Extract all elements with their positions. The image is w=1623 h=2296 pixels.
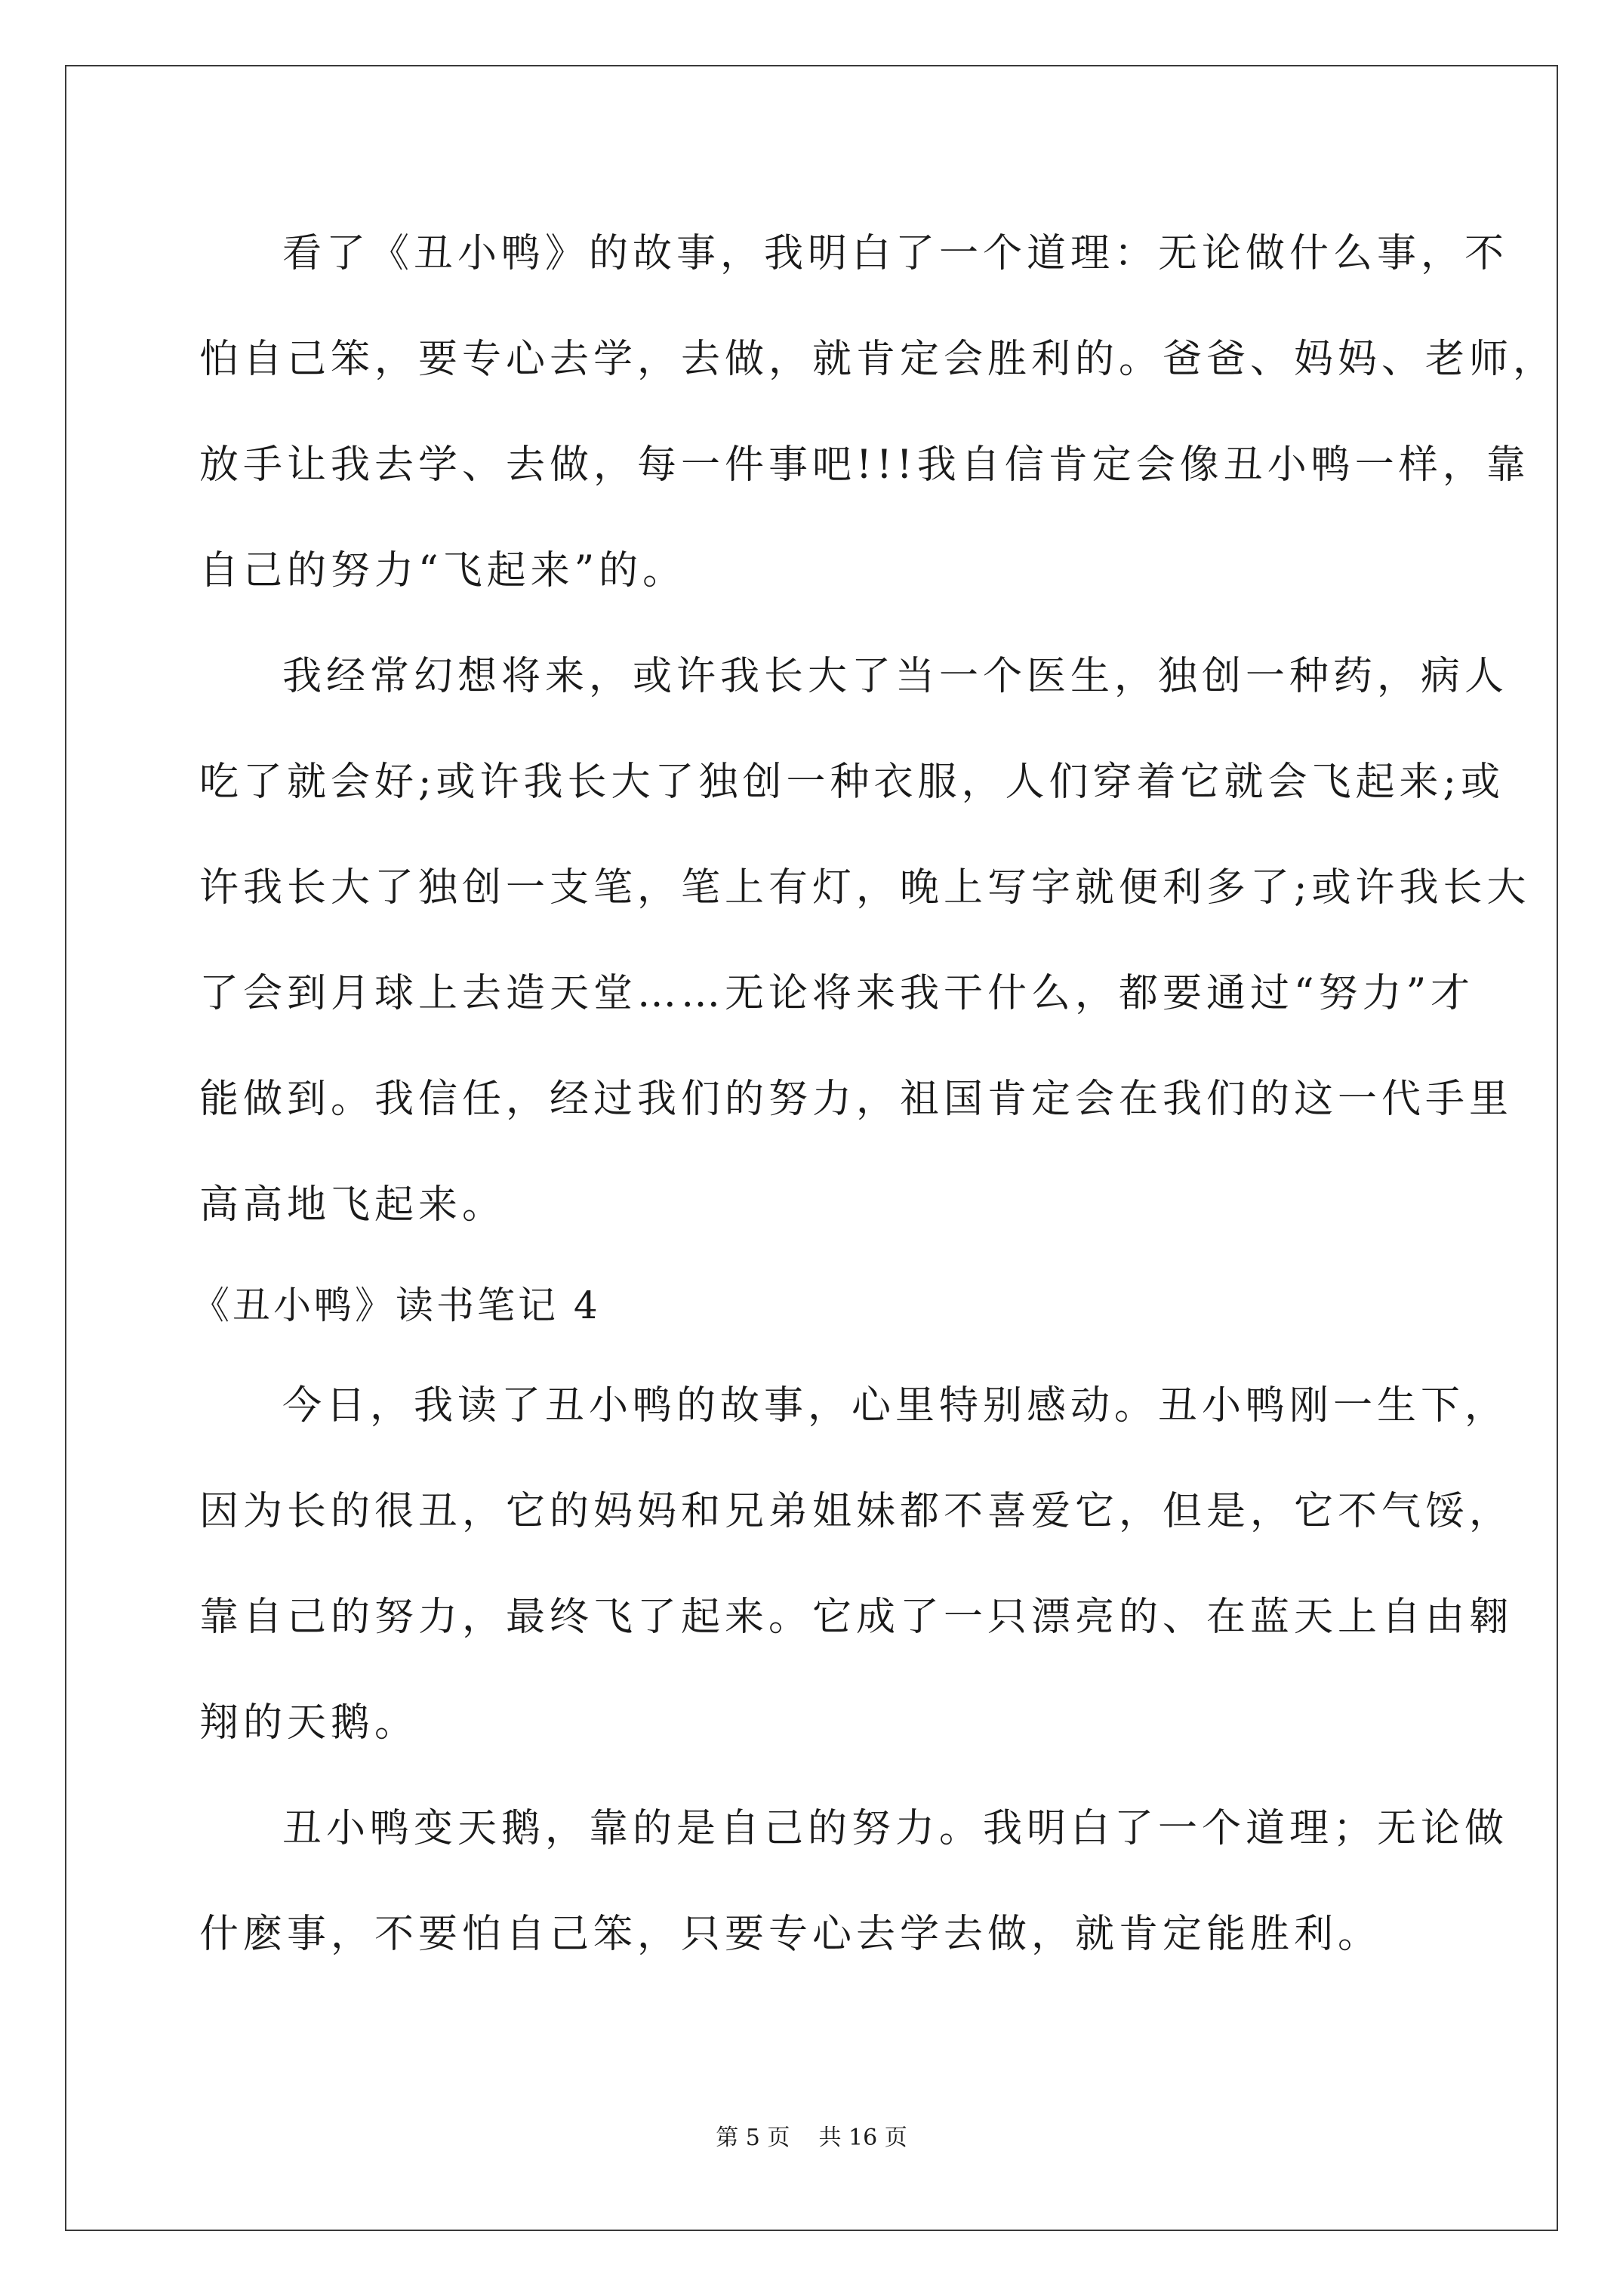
paragraph: [199, 624, 1531, 1258]
text-line: 怕自己笨，要专心去学，去做，就肯定会胜利的。爸爸、妈妈、老师，: [199, 337, 1557, 382]
text-line: 我经常幻想将来，或许我长大了当一个医生，独创一种药，病人: [282, 654, 1509, 699]
text-line: 靠自己的努力，最终飞了起来。它成了一只漂亮的、在蓝天上自由翱: [199, 1595, 1514, 1640]
paragraph: [199, 1776, 1509, 1987]
text-line: 了会到月球上去造天堂……无论将来我干什么，都要通过“努力”才: [199, 971, 1475, 1016]
paragraph: [199, 201, 1557, 624]
page-number: 第 5 页 共 16 页: [716, 2125, 907, 2151]
text-line: 因为长的很丑，它的妈妈和兄弟姐妹都不喜爱它，但是，它不气馁，: [199, 1489, 1514, 1534]
text-line: 许我长大了独创一支笔，笔上有灯，晚上写字就便利多了;或许我长大: [199, 865, 1531, 911]
text-line: 放手让我去学、去做，每一件事吧!!!我自信肯定会像丑小鸭一样，靠: [199, 442, 1530, 488]
section-heading: 《丑小鸭》读书笔记 4: [192, 1284, 601, 1327]
text-line: 什麽事，不要怕自己笨，只要专心去学去做，就肯定能胜利。: [199, 1912, 1382, 1957]
text-line: 翔的天鹅。: [199, 1700, 419, 1746]
paragraph: [199, 1353, 1514, 1776]
text-line: 看了《丑小鸭》的故事，我明白了一个道理：无论做什么事，不: [282, 231, 1509, 276]
text-line: 自己的努力“飞起来”的。: [199, 548, 687, 593]
text-line: 丑小鸭变天鹅，靠的是自己的努力。我明白了一个道理；无论做: [282, 1806, 1509, 1851]
text-line: 今日，我读了丑小鸭的故事，心里特别感动。丑小鸭刚一生下，: [282, 1383, 1509, 1428]
text-line: 高高地飞起来。: [199, 1182, 507, 1228]
document-body: [192, 201, 1557, 1987]
text-line: 吃了就会好;或许我长大了独创一种衣服，人们穿着它就会飞起来;或: [199, 760, 1505, 805]
text-line: 能做到。我信任，经过我们的努力，祖国肯定会在我们的这一代手里: [199, 1077, 1514, 1122]
